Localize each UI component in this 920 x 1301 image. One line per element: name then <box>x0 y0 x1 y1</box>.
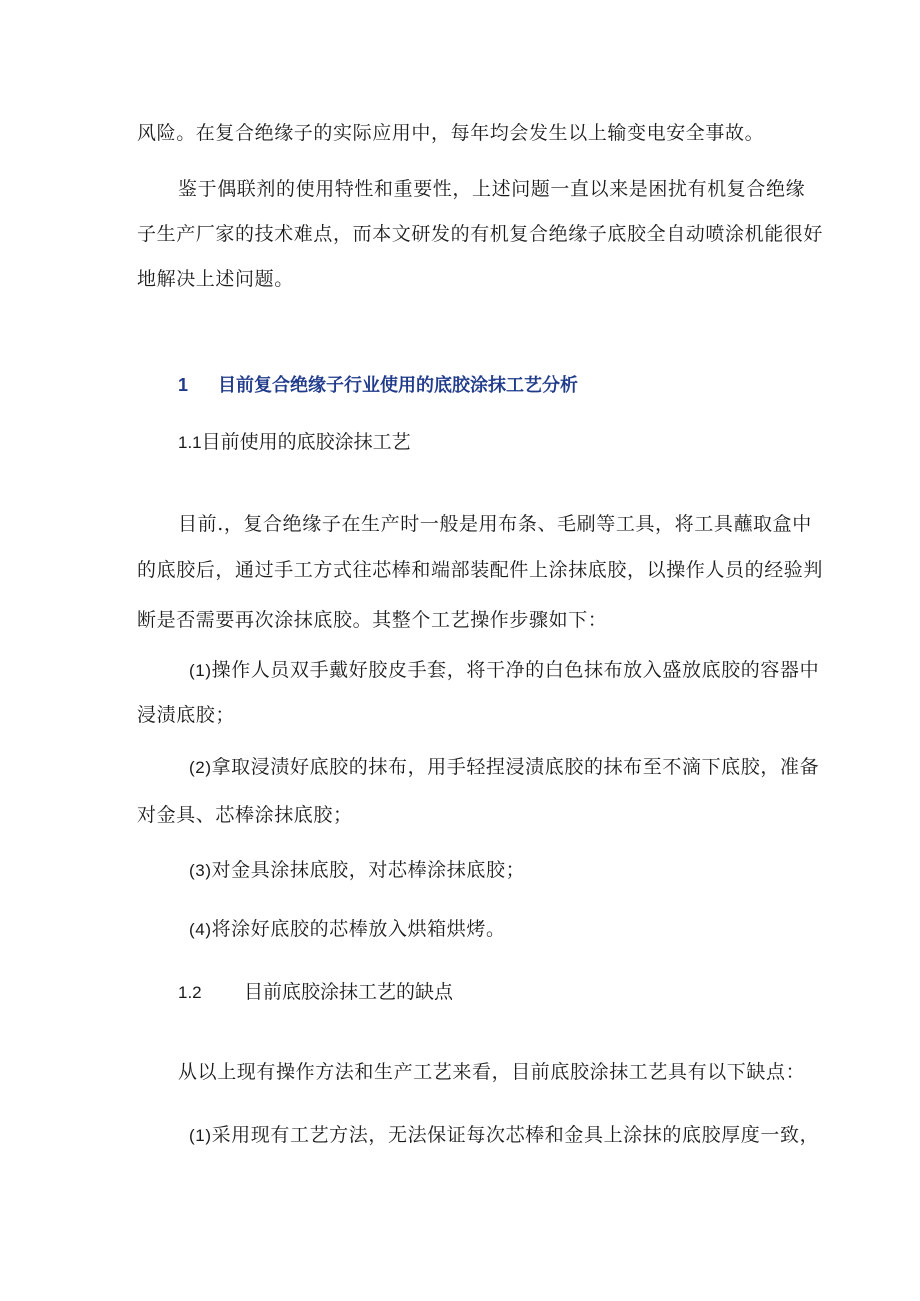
subsection-heading-1-2 <box>178 980 453 1005</box>
subsection-title: 目前底胶涂抹工艺的缺点 <box>244 981 454 1003</box>
paragraph-line: 目前.，复合绝缘子在生产时一般是用布条、毛刷等工具，将工具蘸取盒中 <box>178 513 812 535</box>
subsection-title: 目前使用的底胶涂抹工艺 <box>201 431 411 453</box>
list-item-text: 操作人员双手戴好胶皮手套，将干净的白色抹布放入盛放底胶的容器中 <box>211 659 820 681</box>
list-item-line <box>189 917 506 942</box>
paragraph-line: 鉴于偶联剂的使用特性和重要性，上述问题一直以来是困扰有机复合绝缘 <box>178 178 806 200</box>
list-item-line <box>189 1123 819 1148</box>
list-item-text: 对金具涂抹底胶，对芯棒涂抹底胶； <box>211 859 526 881</box>
paragraph-line: 的底胶后，通过手工方式往芯棒和端部装配件上涂抹底胶，以操作人员的经验判 <box>137 559 824 581</box>
paragraph-line: 地解决上述问题。 <box>137 268 294 290</box>
paragraph-line: 断是否需要再次涂抹底胶。其整个工艺操作步骤如下： <box>137 609 608 631</box>
paragraph-line: 子生产厂家的技术难点，而本文研发的有机复合绝缘子底胶全自动喷涂机能很好 <box>137 223 824 245</box>
section-number: 1 <box>178 375 189 395</box>
list-item-text: 采用现有工艺方法，无法保证每次芯棒和金具上涂抹的底胶厚度一致， <box>211 1124 820 1146</box>
list-item-number: (4) <box>189 920 212 939</box>
section-title: 目前复合绝缘子行业使用的底胶涂抹工艺分析 <box>218 375 578 395</box>
paragraph-line: 风险。在复合绝缘子的实际应用中，每年均会发生以上输变电安全事故。 <box>137 122 765 144</box>
list-item-text: 拿取浸渍好底胶的抹布，用手轻捏浸渍底胶的抹布至不滴下底胶，准备 <box>211 756 820 778</box>
subsection-number: 1.2 <box>178 983 202 1002</box>
list-item-line <box>189 658 819 683</box>
list-item-number: (1) <box>189 1126 212 1145</box>
paragraph-line: 从以上现有操作方法和生产工艺来看，目前底胶涂抹工艺具有以下缺点： <box>178 1061 806 1083</box>
list-item-number: (2) <box>189 758 212 777</box>
subsection-number: 1.1 <box>178 433 202 452</box>
list-item-number: (3) <box>189 861 212 880</box>
section-heading-1 <box>178 373 578 397</box>
list-item-line <box>189 755 819 780</box>
list-item-number: (1) <box>189 661 212 680</box>
list-item-line: 浸渍底胶； <box>137 704 236 726</box>
list-item-line <box>189 858 525 883</box>
list-item-line: 对金具、芯棒涂抹底胶； <box>137 804 353 826</box>
list-item-text: 将涂好底胶的芯棒放入烘箱烘烤。 <box>211 918 506 940</box>
subsection-heading-1-1 <box>178 430 411 455</box>
